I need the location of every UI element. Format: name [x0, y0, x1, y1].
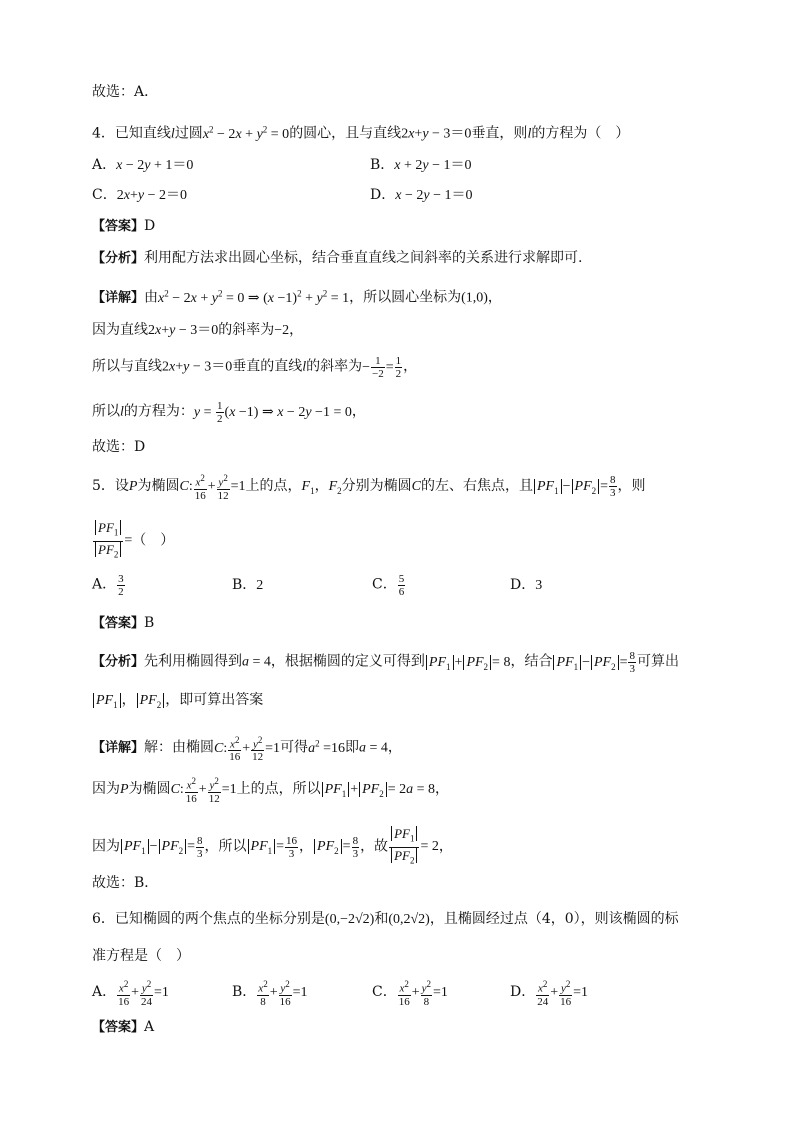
q5-stem-mid2: 上的点， [245, 478, 302, 495]
q4-option-b: B．x + 2y − 1＝0 [370, 157, 472, 173]
q4-conclusion: 故选：D [92, 439, 146, 455]
q5-line3-mid3: ，故 [360, 838, 389, 855]
q5-line3-end: ， [438, 838, 453, 855]
q4-line4-mid: 的方程为： [123, 403, 194, 420]
q5-stem-mid1: 为椭圆 [137, 478, 180, 495]
q4-line-eq: 2x+y − 3＝0 [401, 126, 472, 142]
detail-tag: 【详解】 [92, 290, 145, 306]
q4-line2-pre: 因为直线 [92, 322, 148, 338]
q5-detail-mid: 可得 [280, 739, 309, 756]
q4-option-c: C．2x+y − 2＝0 [92, 187, 187, 203]
analysis-tag: 【分析】 [92, 654, 145, 670]
q4-detail-pre: 由 [144, 289, 159, 306]
answer-tag: 【答案】 [92, 616, 145, 631]
q4-option-d-label: D． [370, 187, 396, 203]
q4-detail-mid: ，所以圆心坐标为 [349, 289, 462, 306]
q6-option-d-label: D． [510, 984, 536, 1001]
prev-conclusion: 故选：A． [92, 84, 159, 100]
q5-stem-mid4: 的左、右焦点，且 [421, 478, 533, 495]
q5-detail: 【详解】解：由椭圆C: $\frac{x^2}{16}$ + $\frac{y^2}{12}$ =1可得$a^2 =16$即a = 4， [92, 734, 402, 764]
q5-option-d-label: D． [510, 577, 536, 593]
q5-line2-end: ， [435, 781, 450, 798]
q5-option-a: A． $\frac{3}{2}$ [92, 573, 124, 598]
q5-option-d-value: 3 [535, 578, 543, 593]
q5-detail-pre: 解：由椭圆 [144, 739, 215, 756]
q4-detail-line3: 所以与直线2x+y − 3＝0垂直的直线l的斜率为− $\frac{1}{-2}$ = $\frac{1}{2}$ ， [92, 355, 418, 380]
q6-stem-mid: 和 [374, 911, 389, 927]
q5-option-a-label: A． [92, 576, 117, 593]
q6-stem-line2: 准方程是（ ） [92, 948, 190, 964]
q4-line3-mid: 垂直的直线 [232, 358, 303, 375]
q5-option-b [232, 575, 263, 596]
q5-detail-line3: 因为 $PF_1 - PF_2$ = $\frac{8}{3}$ ，所以 $PF_1$ = $\frac{16}{3}$ ， $PF_2$ = $\frac{8}{3}$ ，故 $\frac{PF_1}{PF_2}$ = 2， [92, 826, 453, 866]
q5-analysis: 【分析】先利用椭圆得到a = 4，根据椭圆的定义可得到 $PF_1 + PF_2 = 8$，结合 $PF_1 - PF_2$ = $\frac{8}{3}$ 可算出 [92, 650, 679, 675]
q4-detail: 【详解】由$x^2 - 2x + y^2 = 0$ ⇒ $(x -1)^2 + y^2 = 1$，所以圆心坐标为(1,0)， [92, 288, 502, 306]
q4-option-b-label: B． [370, 157, 395, 173]
q5-analysis-end: 可算出 [636, 653, 679, 670]
detail-tag: 【详解】 [92, 740, 145, 756]
q5-option-c-label: C． [372, 576, 397, 593]
q5-stem: 5．设P为椭圆C: $\frac{x^2}{16}$ + $\frac{y^2}{12}$ =1上的点，$F_1$，$F_2$分别为椭圆C的左、右焦点，且 $PF_1 - PF_2$ = $\frac{8}{3}$ ，则 [92, 473, 646, 502]
q5-analysis-mid: ，根据椭圆的定义可得到 [270, 653, 425, 670]
q4-line3-mid2: 的斜率为 [306, 358, 363, 375]
q4-answer-value: D [144, 218, 156, 234]
q4-line2-end: ， [289, 322, 304, 338]
q6-answer [92, 1017, 154, 1038]
q4-stem-mid3: 垂直，则 [471, 125, 528, 142]
q5-line2-pre: 因为 [92, 781, 120, 798]
q6-answer-value: A [144, 1019, 155, 1035]
q5-detail-line2: 因为P为椭圆C: $\frac{x^2}{16}$ + $\frac{y^2}{12}$ =1上的点，所以 $PF_1 + PF_2 = 2a = 8$， [92, 776, 450, 805]
q5-detail-end: ， [387, 739, 402, 756]
q5-stem-mid3: 分别为椭圆 [341, 478, 412, 495]
q4-analysis [92, 248, 582, 269]
q4-detail-line4: 所以l的方程为：y = $\frac{1}{2}$ (x −1) ⇒ x − 2y −1 = 0， [92, 400, 366, 425]
q4-line3-end: ， [403, 358, 418, 375]
q4-line4-pre: 所以 [92, 403, 120, 420]
q4-detail-end: ， [487, 289, 502, 306]
q6-stem-post: ，且椭圆经过点（4，0），则该椭圆的标 [429, 911, 679, 927]
q5-line3-mid2: ， [299, 838, 314, 855]
q5-stem-tail: （ ） [132, 532, 175, 549]
q6-option-b: B． $\frac{x^2}{8}$ + $\frac{y^2}{16}$ =1 [232, 979, 308, 1008]
q6-option-a-label: A． [92, 984, 117, 1001]
q4-stem: 4．已知直线l过圆$x^2 - 2x + y^2 = 0$的圆心，且与直线2x+y − 3＝0垂直，则l的方程为（ ） [92, 124, 630, 142]
q5-analysis-line2: $PF_1$ ， $PF_2$ ，即可算出答案 [92, 690, 263, 715]
q6-stem-pre: 6．已知椭圆的两个焦点的坐标分别是 [92, 911, 325, 927]
q6-option-c: C． $\frac{x^2}{16}$ + $\frac{y^2}{8}$ =1 [372, 979, 448, 1008]
q5-analysis-mid2: ，结合 [510, 653, 553, 670]
q4-option-c-label: C． [92, 187, 117, 203]
q5-option-d [510, 575, 542, 596]
q5-stem-line2: $\frac{PF_1}{PF_2}$ =（ ） [92, 520, 174, 562]
q6-option-c-label: C． [372, 984, 397, 1001]
q4-stem-mid1: 过圆 [174, 125, 203, 142]
q6-stem: 6．已知椭圆的两个焦点的坐标分别是(0,−2√2)和(0,2√2)，且椭圆经过点（4，0），则该椭圆的标 [92, 911, 679, 927]
q4-stem-post: 的方程为（ ） [531, 125, 630, 142]
q5-analysis2-end: ，即可算出答案 [165, 692, 264, 708]
q5-option-b-value: 2 [256, 578, 264, 593]
q5-option-b-label: B． [232, 577, 257, 593]
q4-circle-eq: $x^2 - 2x + y^2 = 0$ [202, 124, 290, 142]
q4-stem-pre: 4．已知直线 [92, 125, 171, 142]
q4-option-a: A．x − 2y + 1＝0 [92, 157, 194, 173]
q5-conclusion: 故选：B． [92, 875, 159, 891]
q4-detail-line2: 因为直线2x+y − 3＝0的斜率为−2， [92, 322, 304, 338]
analysis-tag: 【分析】 [92, 251, 145, 266]
q5-answer [92, 613, 154, 634]
q6-option-a: A． $\frac{x^2}{16}$ + $\frac{y^2}{24}$ =1 [92, 979, 169, 1008]
q5-line3-pre: 因为 [92, 838, 120, 855]
q5-option-c: C． $\frac{5}{6}$ [372, 573, 405, 598]
q4-line4-end: ， [351, 403, 366, 420]
answer-tag: 【答案】 [92, 1020, 145, 1035]
q5-line2-mid: 为椭圆 [128, 781, 171, 798]
q4-line2-mid: 的斜率为 [218, 322, 275, 338]
q5-answer-value: B [144, 615, 155, 631]
q5-line3-mid: ，所以 [204, 838, 247, 855]
q5-line2-mid2: 上的点，所以 [236, 781, 321, 798]
q5-stem-mid5: ，则 [617, 478, 646, 495]
answer-tag: 【答案】 [92, 219, 145, 234]
q4-answer [92, 216, 155, 237]
q4-analysis-text: 利用配方法求出圆心坐标，结合垂直直线之间斜率的关系进行求解即可. [144, 250, 583, 266]
q6-option-d: D． $\frac{x^2}{24}$ + $\frac{y^2}{16}$ =1 [510, 979, 589, 1008]
q4-stem-mid2: 的圆心，且与直线 [289, 125, 402, 142]
q4-line3-pre: 所以与直线 [92, 358, 162, 375]
q5-detail-mid2: 即 [344, 739, 359, 756]
q5-stem-pre: 5．设 [92, 478, 129, 495]
q4-option-d: D．x − 2y − 1＝0 [370, 187, 473, 203]
q4-option-a-label: A． [92, 157, 117, 173]
q5-analysis-pre: 先利用椭圆得到 [144, 653, 243, 670]
q6-option-b-label: B． [232, 984, 257, 1001]
